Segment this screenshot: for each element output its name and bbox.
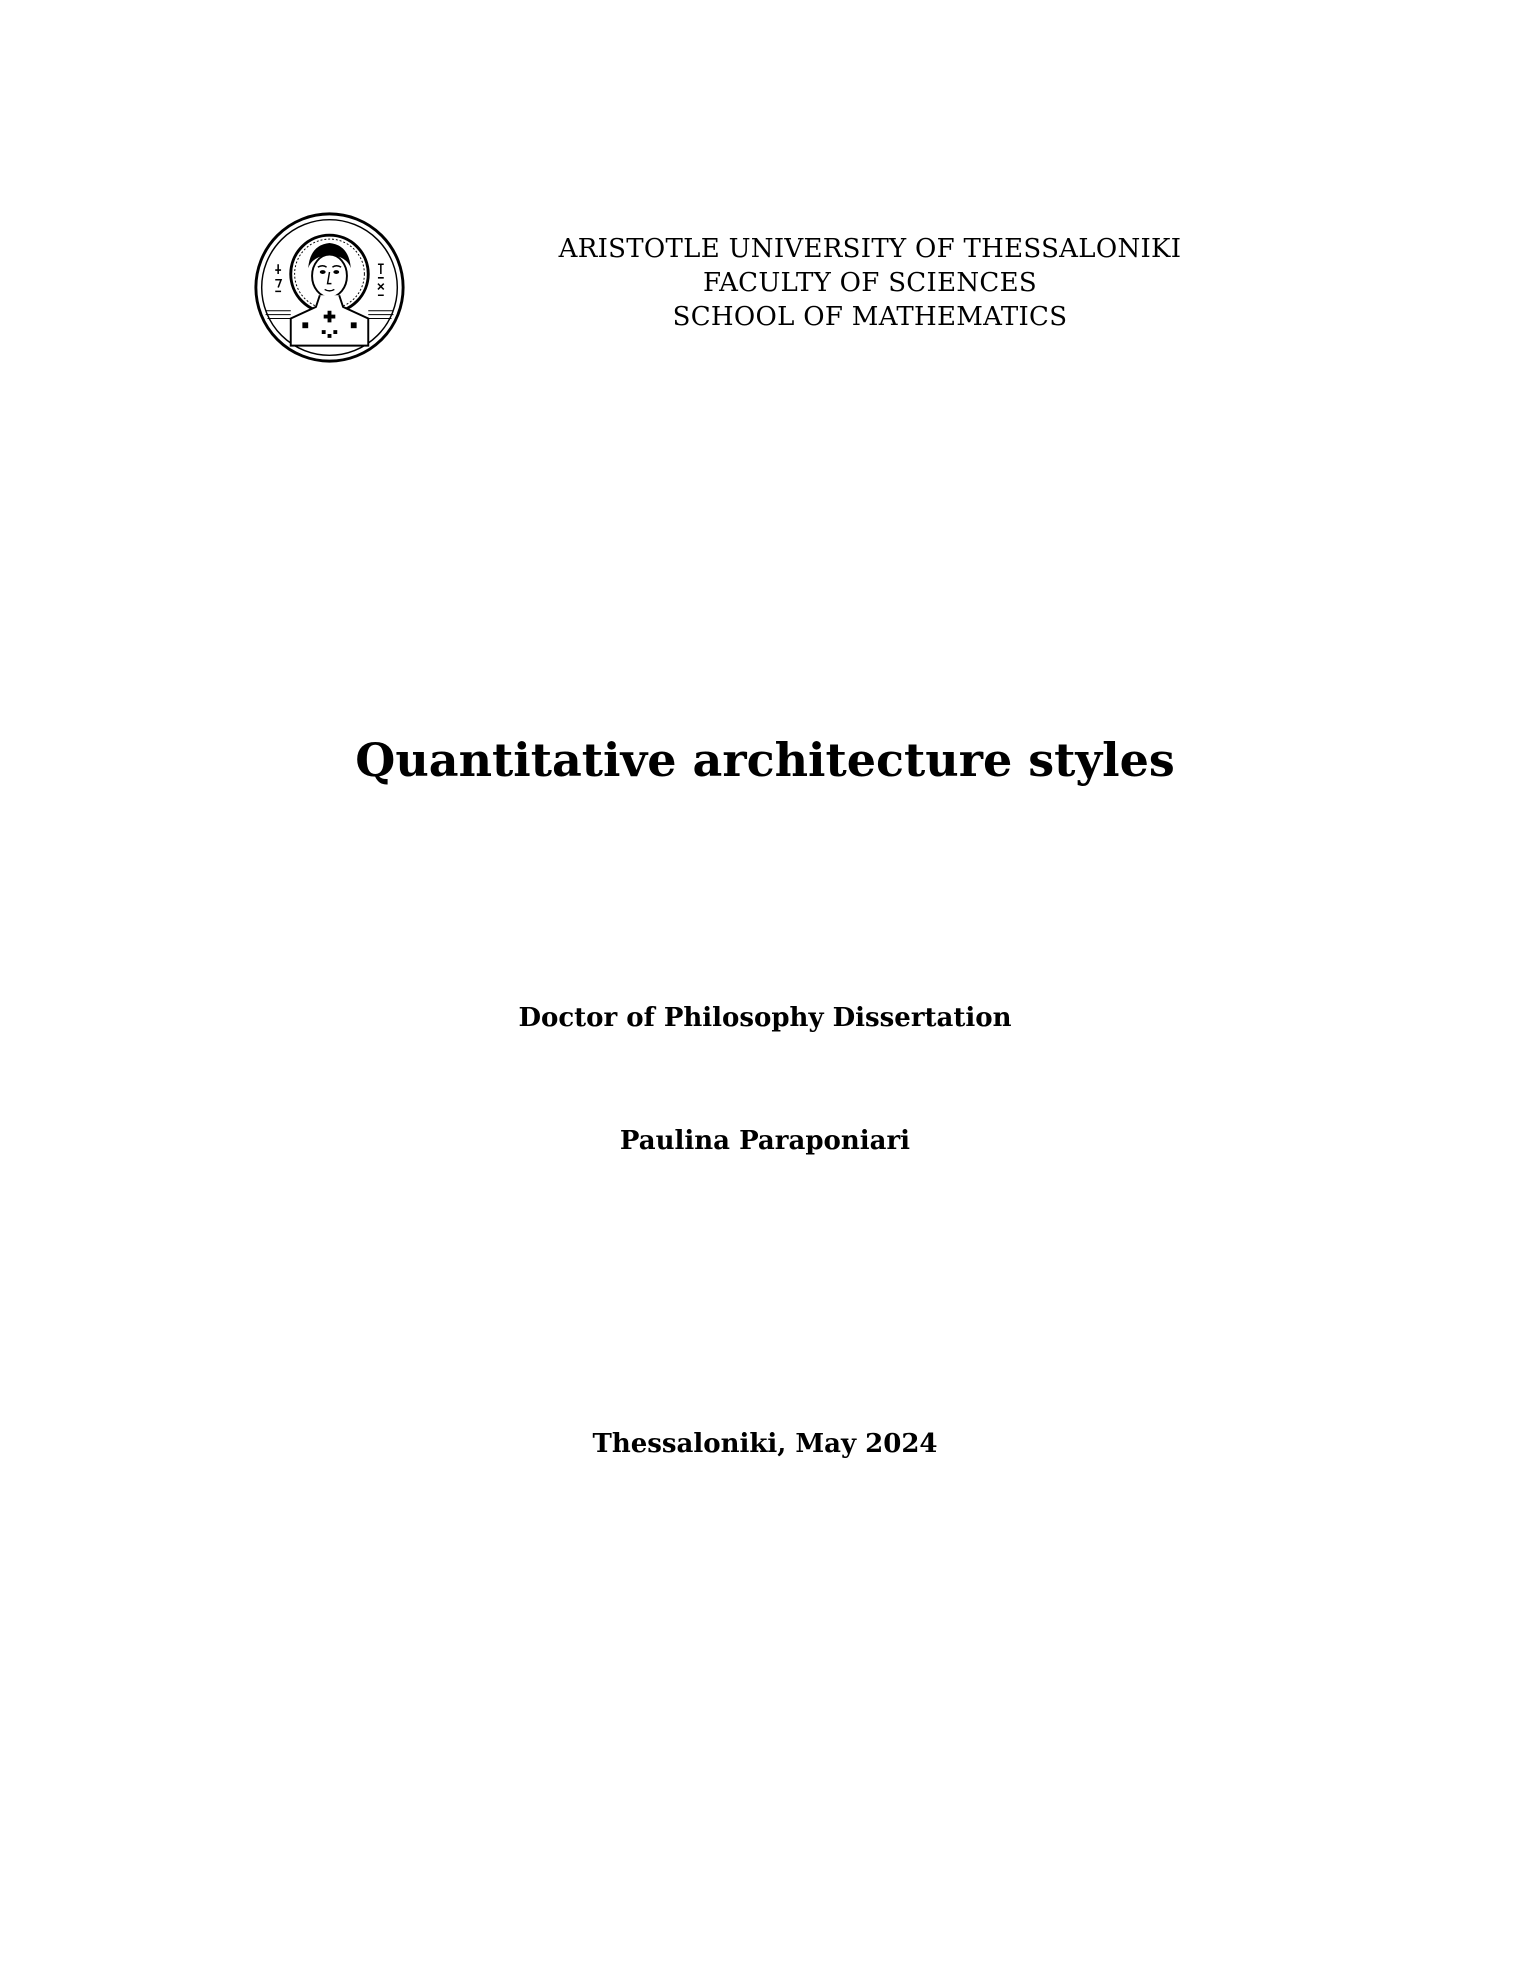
author-name: Paulina Paraponiari xyxy=(619,1126,911,1156)
university-name: ARISTOTLE UNIVERSITY OF THESSALONIKI xyxy=(558,234,1182,264)
degree-type: Doctor of Philosophy Dissertation xyxy=(518,1003,1012,1033)
university-seal-icon xyxy=(252,210,407,365)
place-and-date: Thessaloniki, May 2024 xyxy=(592,1429,938,1459)
school-name: SCHOOL OF MATHEMATICS xyxy=(672,302,1068,332)
dissertation-title: Quantitative architecture styles xyxy=(355,733,1175,787)
faculty-name: FACULTY OF SCIENCES xyxy=(703,268,1037,298)
institution-header xyxy=(500,232,1240,334)
